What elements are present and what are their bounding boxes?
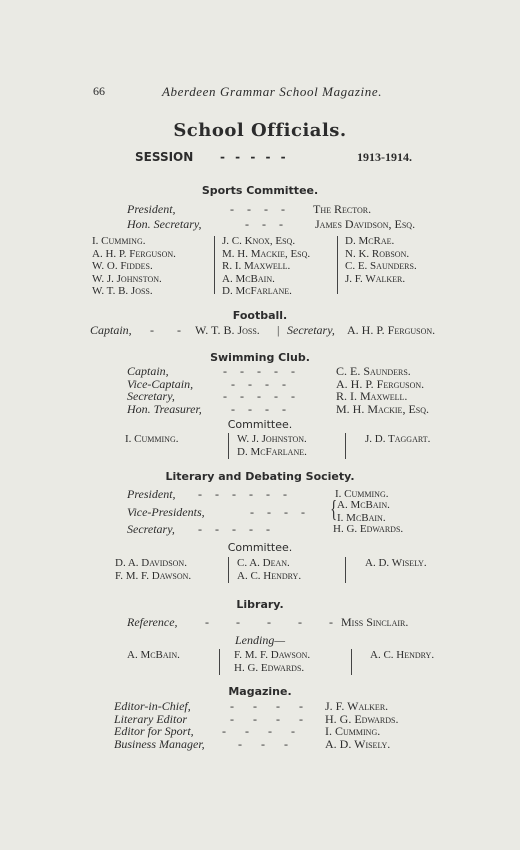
list-item: W. O. Fiddes.	[92, 260, 153, 272]
list-item: C. E. Saunders.	[345, 260, 417, 272]
football-heading: Football.	[232, 309, 288, 322]
literary-president-dashes: - - - - - -	[198, 487, 292, 501]
list-item: M. H. Mackie, Esq.	[222, 247, 311, 260]
swimming-committee-col1	[125, 433, 178, 446]
sports-members-col3	[345, 235, 417, 285]
sports-secretary-label: Hon. Secretary,	[127, 217, 202, 231]
list-item: I. McBain.	[337, 511, 386, 524]
literary-vp-label: Vice-Presidents,	[127, 505, 205, 519]
magazine-editor-value: J. F. Walker.	[325, 699, 389, 713]
magazine-editor-label: Editor-in-Chief,	[114, 699, 191, 713]
literary-heading: Literary and Debating Society.	[165, 470, 355, 483]
sports-president-value: The Rector.	[313, 202, 372, 216]
list-item: H. G. Edwards.	[234, 662, 305, 674]
sports-heading: Sports Committee.	[201, 184, 319, 197]
swimming-treasurer-label: Hon. Treasurer,	[127, 401, 202, 416]
football-separator: |	[277, 323, 280, 337]
swimming-secretary-label: Secretary,	[127, 389, 175, 403]
swimming-vice-captain-value: A. H. P. Ferguson.	[336, 376, 425, 391]
swimming-values	[336, 365, 429, 415]
list-item: D. McFarlane.	[222, 285, 292, 297]
list-item: R. I. Maxwell.	[222, 260, 291, 272]
library-reference-label: Reference,	[127, 615, 178, 629]
football-captain-dashes: - -	[150, 323, 191, 337]
list-item: I. Cumming.	[92, 235, 146, 247]
leader-dashes: - - - -	[230, 699, 311, 713]
library-lending-col3	[370, 649, 434, 662]
swimming-labels	[127, 365, 202, 415]
list-item: J. D. Taggart.	[365, 433, 431, 445]
magazine-sport-editor-value: I. Cumming.	[325, 724, 381, 738]
list-item: W. T. B. Joss.	[92, 285, 153, 297]
magazine-sport-editor-label: Editor for Sport,	[114, 724, 194, 738]
list-item: D. McFarlane.	[237, 445, 307, 458]
swimming-vice-captain-label: Vice-Captain,	[127, 376, 194, 391]
literary-secretary-dashes: - - - - -	[198, 522, 275, 536]
session-label: SESSION	[135, 150, 194, 164]
list-item: A. H. P. Ferguson.	[92, 247, 176, 260]
leader-dashes: - - - -	[230, 711, 311, 726]
library-heading: Library.	[236, 598, 284, 611]
literary-committee-col3	[365, 557, 427, 570]
swimming-committee-col3	[365, 433, 430, 446]
literary-committee-heading: Committee.	[227, 541, 293, 554]
list-item: J. F. Walker.	[345, 272, 406, 285]
list-item: I. Cumming.	[125, 433, 179, 445]
list-item: D. McRae.	[345, 235, 395, 247]
list-item: W. J. Johnston.	[92, 272, 162, 285]
list-item: F. M. F. Dawson.	[234, 649, 311, 661]
sports-members-col2	[222, 235, 310, 298]
sports-secretary-dashes: - - -	[245, 217, 288, 231]
leader-dashes: - - - -	[231, 376, 291, 391]
magazine-heading: Magazine.	[228, 685, 292, 698]
literary-committee-col1	[115, 557, 191, 583]
leader-dashes: - - - - -	[223, 364, 300, 378]
magazine-literary-editor-label: Literary Editor	[114, 711, 188, 726]
list-item: A. McBain.	[222, 272, 275, 285]
swimming-treasurer-value: M. H. Mackie, Esq.	[336, 401, 430, 416]
swimming-captain-label: Captain,	[127, 364, 169, 378]
sports-secretary-value: James Davidson, Esq.	[315, 217, 416, 231]
magazine-business-manager-label: Business Manager,	[114, 736, 205, 751]
list-item: W. J. Johnston.	[237, 433, 307, 445]
swimming-captain-value: C. E. Saunders.	[336, 364, 411, 378]
page-title: School Officials.	[173, 120, 347, 141]
leader-dashes: - - - -	[231, 401, 291, 416]
sports-president-label: President,	[127, 202, 176, 216]
library-lending-col1	[127, 649, 180, 662]
swimming-secretary-value: R. I. Maxwell.	[336, 389, 408, 403]
magazine-labels	[114, 700, 205, 750]
literary-secretary-value: H. G. Edwards.	[333, 523, 404, 535]
literary-president-label: President,	[127, 487, 176, 501]
column-divider	[351, 649, 352, 675]
leader-dashes: - - -	[238, 736, 296, 751]
magazine-values	[325, 700, 398, 750]
library-lending-col2	[234, 649, 310, 675]
page-number: 66	[93, 84, 105, 98]
leader-dashes: - - - - -	[223, 389, 300, 403]
column-divider	[345, 557, 346, 583]
magazine-business-manager-value: A. D. Wisely.	[325, 736, 391, 751]
literary-secretary-label: Secretary,	[127, 522, 175, 536]
list-item: A. C. Hendry.	[237, 570, 302, 582]
list-item: C. A. Dean.	[237, 557, 290, 569]
sports-members-col1	[92, 235, 176, 298]
list-item: A. C. Hendry.	[370, 649, 435, 661]
column-divider	[228, 557, 229, 583]
column-divider	[228, 433, 229, 459]
swimming-dashes	[223, 365, 300, 415]
literary-vp-dashes: - - - -	[250, 505, 310, 519]
magazine-literary-editor-value: H. G. Edwards.	[325, 711, 399, 726]
sports-president-dashes: - - - -	[230, 202, 290, 216]
literary-committee-col2	[237, 557, 301, 583]
library-reference-value: Miss Sinclair.	[341, 615, 409, 629]
column-divider	[214, 236, 215, 294]
football-secretary-value: A. H. P. Ferguson.	[347, 323, 436, 337]
column-divider	[337, 236, 338, 294]
list-item: A. McBain.	[337, 499, 390, 511]
swimming-committee-heading: Committee.	[227, 418, 293, 431]
session-value: 1913-1914.	[357, 150, 412, 164]
session-dashes: - - - - -	[220, 150, 289, 164]
list-item: D. A. Davidson.	[115, 557, 187, 569]
list-item: F. M. F. Dawson.	[115, 570, 192, 582]
list-item: N. K. Robson.	[345, 247, 410, 260]
swimming-committee-col2	[237, 433, 307, 458]
football-secretary-label: Secretary,	[287, 323, 335, 337]
football-captain-value: W. T. B. Joss.	[195, 323, 260, 337]
literary-vp-brace: {	[330, 497, 338, 523]
list-item: A. McBain.	[127, 649, 180, 661]
column-divider	[345, 433, 346, 459]
leader-dashes: - - - -	[222, 724, 303, 738]
literary-vp-values	[337, 499, 390, 524]
running-title: Aberdeen Grammar School Magazine.	[162, 84, 383, 99]
magazine-dashes	[222, 700, 311, 750]
list-item: A. D. Wisely.	[365, 557, 427, 569]
library-lending-heading: Lending—	[234, 633, 285, 647]
library-reference-dashes: - - - - -	[205, 615, 345, 629]
literary-president-value: I. Cumming.	[335, 488, 389, 500]
football-captain-label: Captain,	[90, 323, 132, 337]
column-divider	[219, 649, 220, 675]
swimming-heading: Swimming Club.	[210, 351, 310, 364]
list-item: J. C. Knox, Esq.	[222, 235, 296, 247]
